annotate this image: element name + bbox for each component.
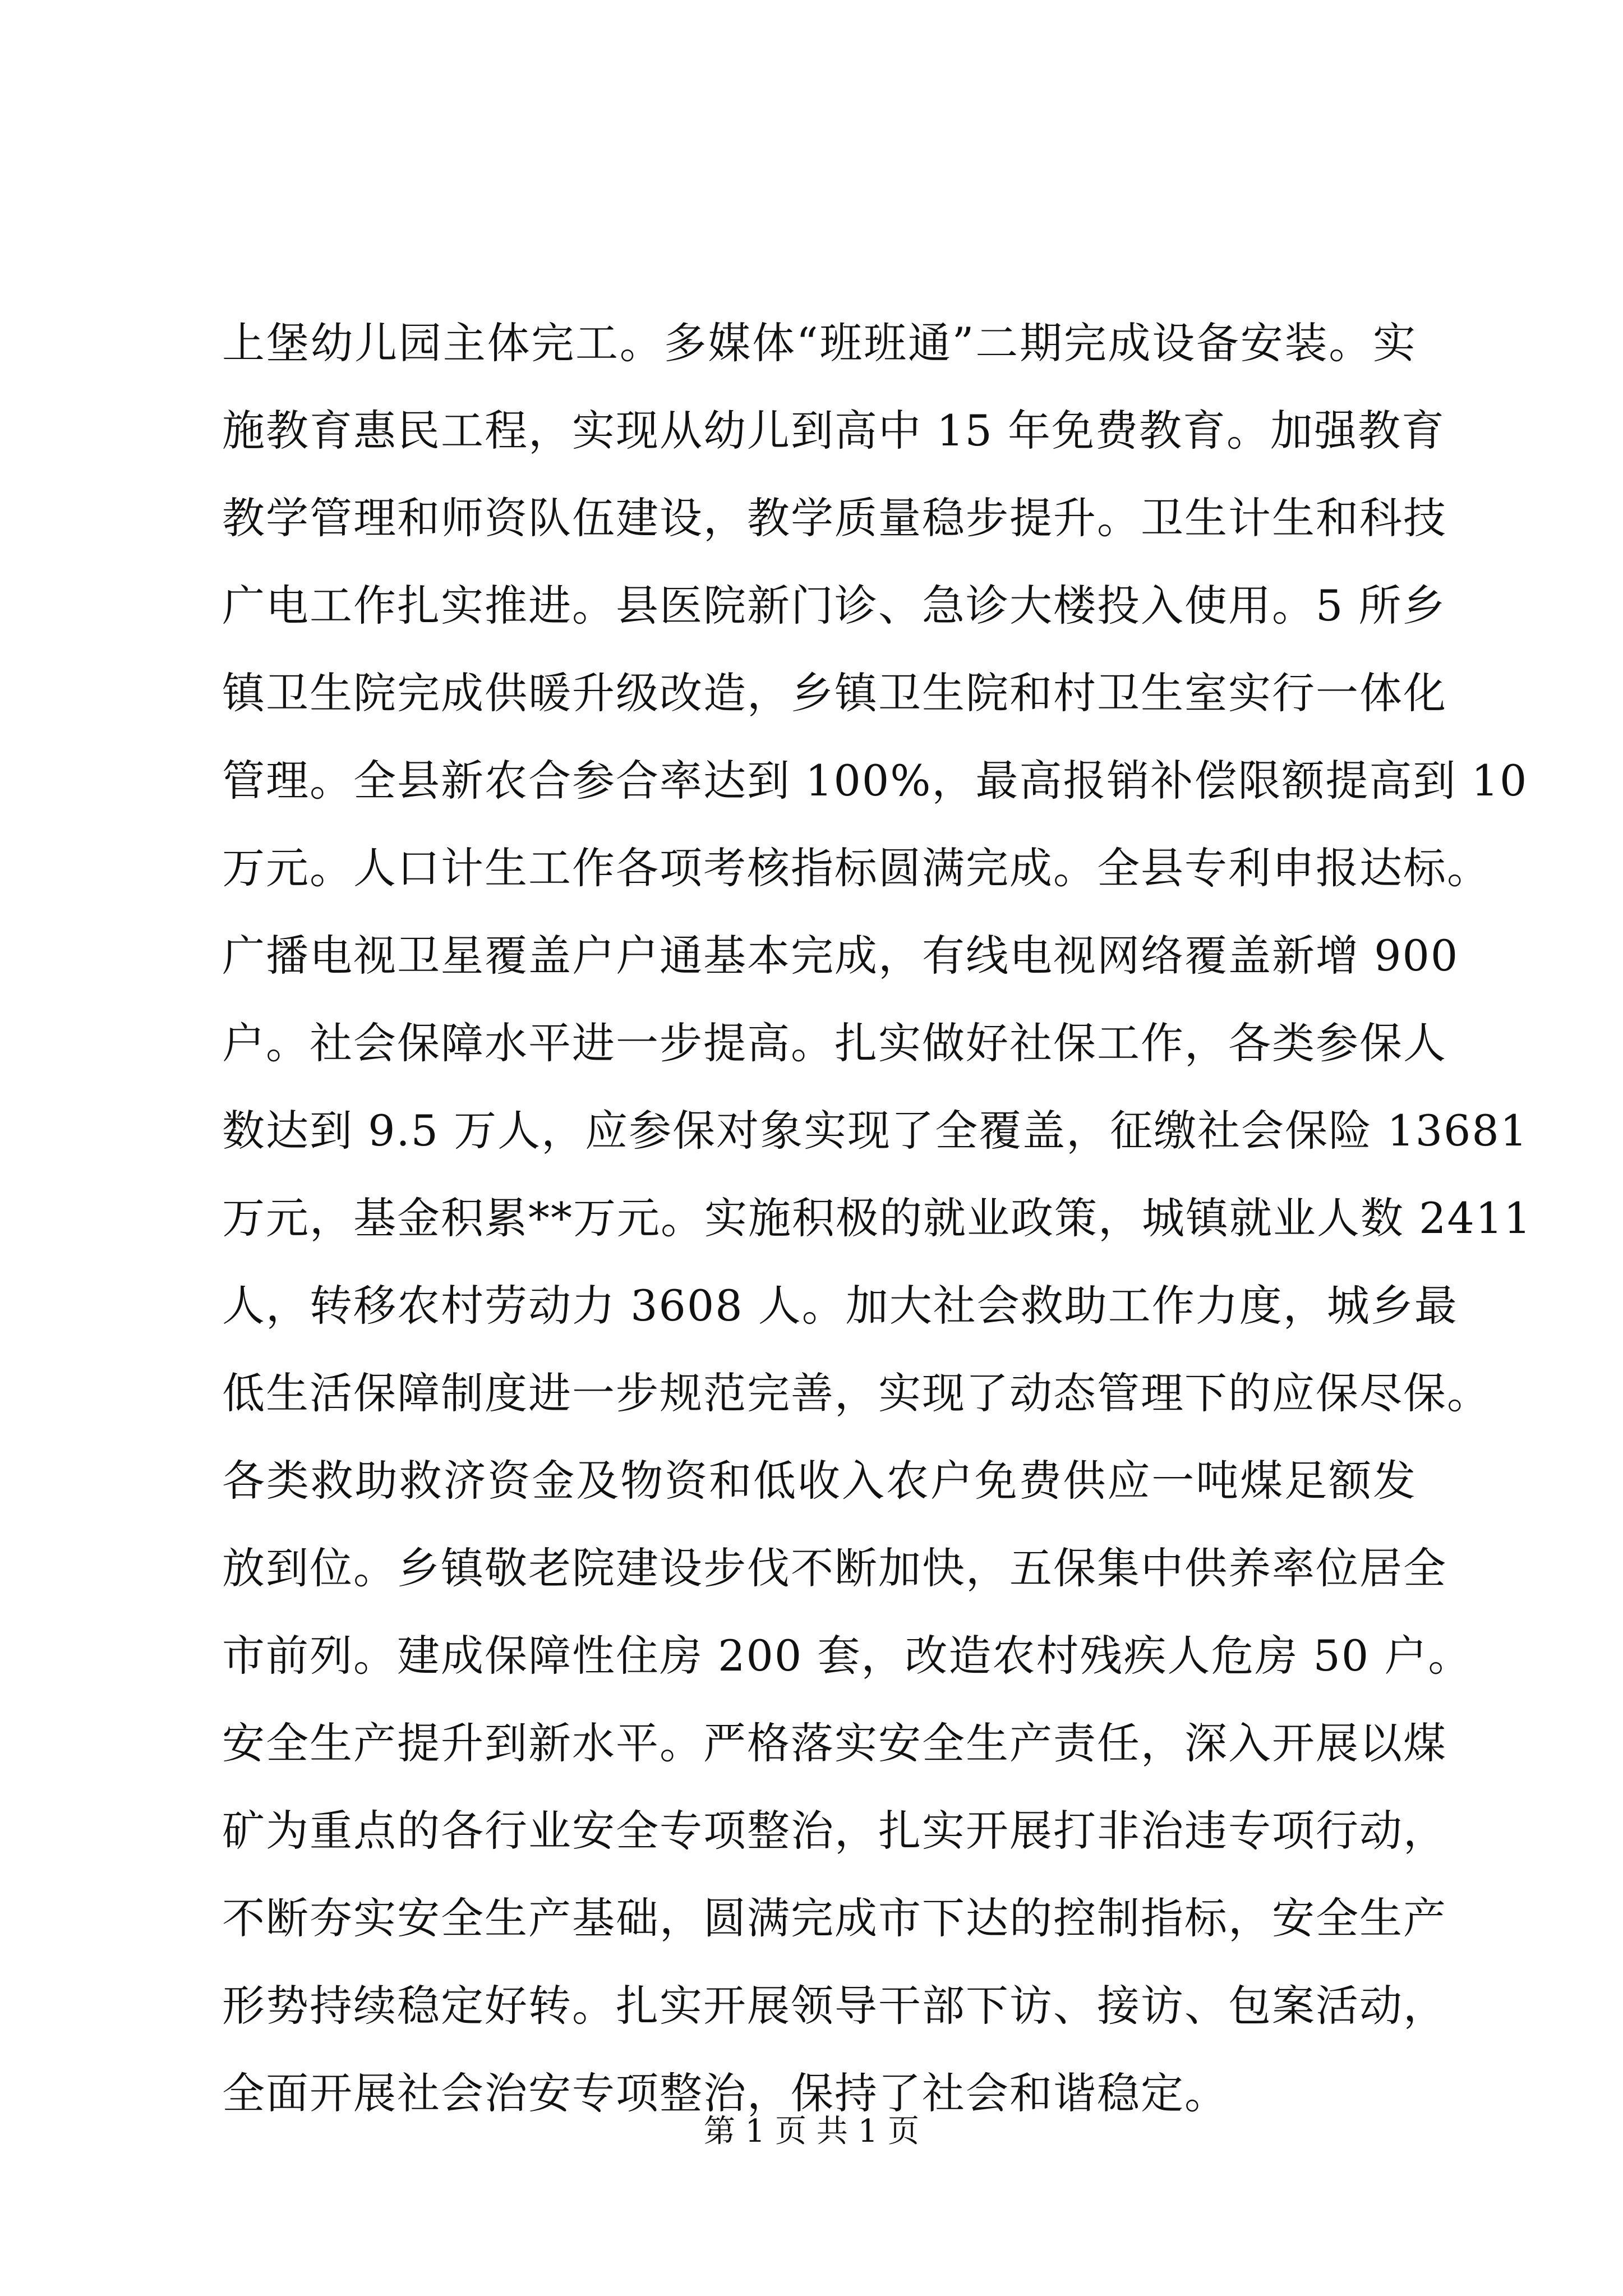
text-line: 各类救助救济资金及物资和低收入农户免费供应一吨煤足额发 bbox=[222, 1456, 1417, 1506]
text-line: 镇卫生院完成供暖升级改造，乡镇卫生院和村卫生室实行一体化 bbox=[222, 668, 1447, 718]
text-line: 教学管理和师资队伍建设，教学质量稳步提升。卫生计生和科技 bbox=[222, 493, 1447, 543]
text-line: 广电工作扎实推进。县医院新门诊、急诊大楼投入使用。5 所乡 bbox=[222, 581, 1446, 631]
page-number: 第 1 页 共 1 页 bbox=[703, 2113, 920, 2150]
text-line: 形势持续稳定好转。扎实开展领导干部下访、接访、包案活动， bbox=[222, 1981, 1447, 2031]
body-text bbox=[222, 300, 1532, 2137]
text-line: 全面开展社会治安专项整治，保持了社会和谐稳定。 bbox=[222, 2068, 1228, 2118]
text-line: 上堡幼儿园主体完工。多媒体“班班通”二期完成设备安装。实 bbox=[222, 318, 1417, 368]
text-line: 管理。全县新农合参合率达到 100%，最高报销补偿限额提高到 10 bbox=[222, 756, 1528, 806]
text-line: 低生活保障制度进一步规范完善，实现了动态管理下的应保尽保。 bbox=[222, 1368, 1491, 1418]
text-line: 市前列。建成保障性住房 200 套，改造农村残疾人危房 50 户。 bbox=[222, 1631, 1472, 1681]
text-line: 不断夯实安全生产基础，圆满完成市下达的控制指标，安全生产 bbox=[222, 1893, 1447, 1943]
text-line: 数达到 9.5 万人，应参保对象实现了全覆盖，征缴社会保险 13681 bbox=[222, 1106, 1529, 1156]
text-line: 安全生产提升到新水平。严格落实安全生产责任，深入开展以煤 bbox=[222, 1718, 1447, 1768]
text-line: 人，转移农村劳动力 3608 人。加大社会救助工作力度，城乡最 bbox=[222, 1281, 1458, 1331]
page-footer bbox=[0, 2109, 1623, 2154]
text-line: 户。社会保障水平进一步提高。扎实做好社保工作，各类参保人 bbox=[222, 1018, 1447, 1068]
text-line: 放到位。乡镇敬老院建设步伐不断加快，五保集中供养率位居全 bbox=[222, 1543, 1447, 1593]
text-line: 万元，基金积累**万元。实施积极的就业政策，城镇就业人数 2411 bbox=[222, 1193, 1532, 1243]
text-line: 施教育惠民工程，实现从幼儿到高中 15 年免费教育。加强教育 bbox=[222, 406, 1446, 455]
text-line: 矿为重点的各行业安全专项整治，扎实开展打非治违专项行动， bbox=[222, 1806, 1447, 1856]
text-line: 万元。人口计生工作各项考核指标圆满完成。全县专利申报达标。 bbox=[222, 843, 1491, 893]
text-line: 广播电视卫星覆盖户户通基本完成，有线电视网络覆盖新增 900 bbox=[222, 931, 1459, 981]
